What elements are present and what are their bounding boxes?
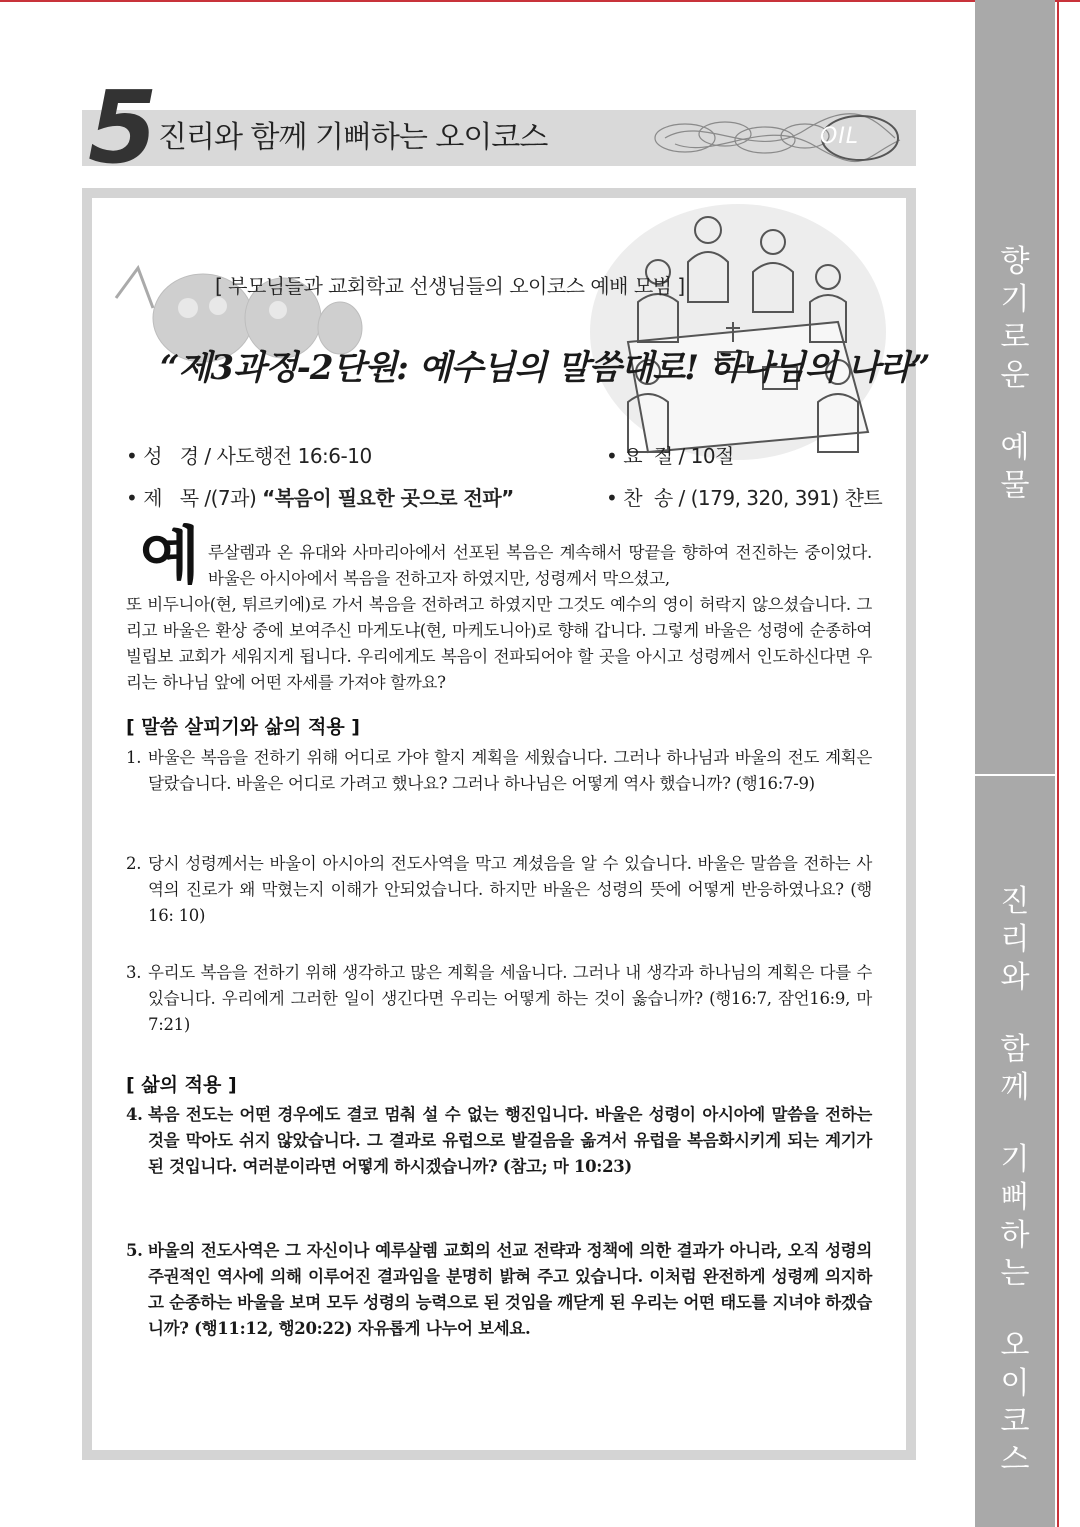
memory-value: / 10절 [678, 444, 734, 468]
sidebar-divider [975, 774, 1055, 776]
sidebar-char: 리 [1000, 922, 1030, 957]
lesson-title: “제3과정-2단원: 예수님의 말씀대로! 하나님의 나라” [160, 348, 930, 388]
question-number: 3. [126, 963, 142, 982]
subject-label: 제 목 [143, 486, 199, 510]
sidebar-char: 뻐 [1000, 1180, 1030, 1215]
intro-paragraph: 또 비두니아(현, 튀르키에)로 가서 복음을 전하려고 하였지만 그것도 예수의 영이 허락지 않으셨습니다. 그리고 바울은 환상 중에 보여주신 마게도냐(현, 마케도니아)로 향해 갑니다. 그렇게 바울은 성령에 순종하여 빌립보 교회가 세워지게 됩니다. 우리에게도 복음이 전파되어야 할 곳을 아시고 성령께서 인도하신다면 우리는 하나님 앞에 어떤 자세를 가져야 할까요? [126, 595, 872, 692]
question-text: 바울의 전도사역은 그 자신이나 예루살렘 교회의 선교 전략과 정책에 의한 결과가 아니라, 오직 성령의 주권적인 역사에 의해 이루어진 결과임을 분명히 밝혀 주고 있습니다. 이처럼 완전하게 성령께 의지하고 순종하는 바울을 보며 모두 성령의 능력으로 된 것임을 깨닫게 된 우리는 어떤 태도를 지녀야 하겠습니까? (행11:12, 행20:22) 자유롭게 나누어 보세요. [148, 1241, 872, 1338]
subject-value: “복음이 필요한 곳으로 전파” [262, 486, 514, 510]
section-heading-application: [ 삶의 적용 ] [126, 1074, 237, 1096]
question-number: 1. [126, 748, 142, 767]
chapter-title: 진리와 함께 기뻐하는 오이코스 [158, 120, 548, 155]
sidebar-char: 하 [1000, 1218, 1030, 1253]
page-border-top [0, 0, 1080, 2]
subject-prefix: /(7과) [204, 486, 257, 510]
sidebar-char: 와 [1000, 960, 1030, 995]
question-item [126, 745, 872, 797]
logo-text: OIL [820, 124, 860, 149]
ornament-icon [645, 110, 915, 166]
hymn-label: 찬 송 [623, 486, 673, 510]
question-number: 4. [126, 1105, 143, 1124]
drop-cap: 예 [140, 519, 200, 592]
sidebar-char: 기 [1000, 1142, 1030, 1177]
sidebar-char: 물 [1000, 468, 1030, 503]
sidebar-char: 오 [1000, 1328, 1030, 1363]
sidebar-char: 코 [1000, 1404, 1030, 1439]
hymn-row: • 찬 송 / (179, 320, 391) 챤트 [606, 486, 883, 510]
hymn-value: / (179, 320, 391) 챤트 [678, 486, 883, 510]
question-item [126, 960, 872, 1038]
family-worship-illustration-icon [588, 202, 888, 462]
sidebar-char: 향 [1000, 244, 1030, 279]
subject-row: • 제 목 /(7과) “복음이 필요한 곳으로 전파” [126, 486, 514, 510]
sidebar-char: 이 [1000, 1366, 1030, 1401]
question-item [126, 1238, 872, 1342]
memory-verse-row: • 요 절 / 10절 [606, 444, 734, 468]
question-text: 바울은 복음을 전하기 위해 어디로 가야 할지 계획을 세웠습니다. 그러나 하나님과 바울의 전도 계획은 달랐습니다. 바울은 어디로 가려고 했나요? 그러나 하나님은 어떻게 역사 했습니까? (행16:7-9) [148, 748, 872, 793]
memory-label: 요 절 [623, 444, 673, 468]
sidebar-char: 진 [1000, 884, 1030, 919]
sidebar-char: 예 [1000, 430, 1030, 465]
page-border-right [1057, 0, 1059, 1527]
question-text: 당시 성령께서는 바울이 아시아의 전도사역을 막고 계셨음을 알 수 있습니다. 바울은 말씀을 전하는 사역의 진로가 왜 막혔는지 이해가 안되었습니다. 하지만 바울은 성령의 뜻에 어떻게 반응하였나요? (행16: 10) [148, 854, 872, 925]
sidebar-char: 함 [1000, 1032, 1030, 1067]
sidebar-char: 는 [1000, 1256, 1030, 1291]
question-text: 우리도 복음을 전하기 위해 생각하고 많은 계획을 세웁니다. 그러나 내 생각과 하나님의 계획은 다를 수 있습니다. 우리에게 그러한 일이 생긴다면 우리는 어떻게 하는 것이 옳습니까? (행16:7, 잠언16:9, 마7:21) [148, 963, 872, 1034]
sidebar-label-oikos [975, 883, 1055, 1479]
sidebar-char: 께 [1000, 1070, 1030, 1105]
question-number: 5. [126, 1241, 143, 1260]
section-heading-word-study: [ 말씀 살피기와 삶의 적용 ] [126, 716, 360, 738]
sidebar-char: 운 [1000, 358, 1030, 393]
sidebar-char: 스 [1000, 1442, 1030, 1477]
question-number: 2. [126, 854, 142, 873]
sidebar-label-gift [975, 243, 1055, 505]
scripture-row: • 성 경 / 사도행전 16:6-10 [126, 444, 372, 468]
chapter-number: 5 [88, 69, 158, 186]
subtitle: [ 부모님들과 교회학교 선생님들의 오이코스 예배 모범 ] [215, 274, 685, 298]
scripture-value: / 사도행전 16:6-10 [204, 444, 372, 468]
question-item [126, 851, 872, 929]
intro-first-lines: 루살렘과 온 유대와 사마리아에서 선포된 복음은 계속해서 땅끝을 향하여 전진하는 중이었다. 바울은 아시아에서 복음을 전하고자 하였지만, 성령께서 막으셨고, [208, 543, 872, 588]
question-item [126, 1102, 872, 1180]
sidebar-char: 로 [1000, 320, 1030, 355]
question-text: 복음 전도는 어떤 경우에도 결코 멈춰 설 수 없는 행진입니다. 바울은 성령이 아시아에 말씀을 전하는 것을 막아도 쉬지 않았습니다. 그 결과로 유럽으로 발걸음을 옮겨서 유럽을 복음화시키게 되는 계기가 된 것입니다. 여러분이라면 어떻게 하시겠습니까? (참고; 마 10:23) [148, 1105, 872, 1176]
sidebar-char: 기 [1000, 282, 1030, 317]
scripture-label: 성 경 [143, 444, 199, 468]
